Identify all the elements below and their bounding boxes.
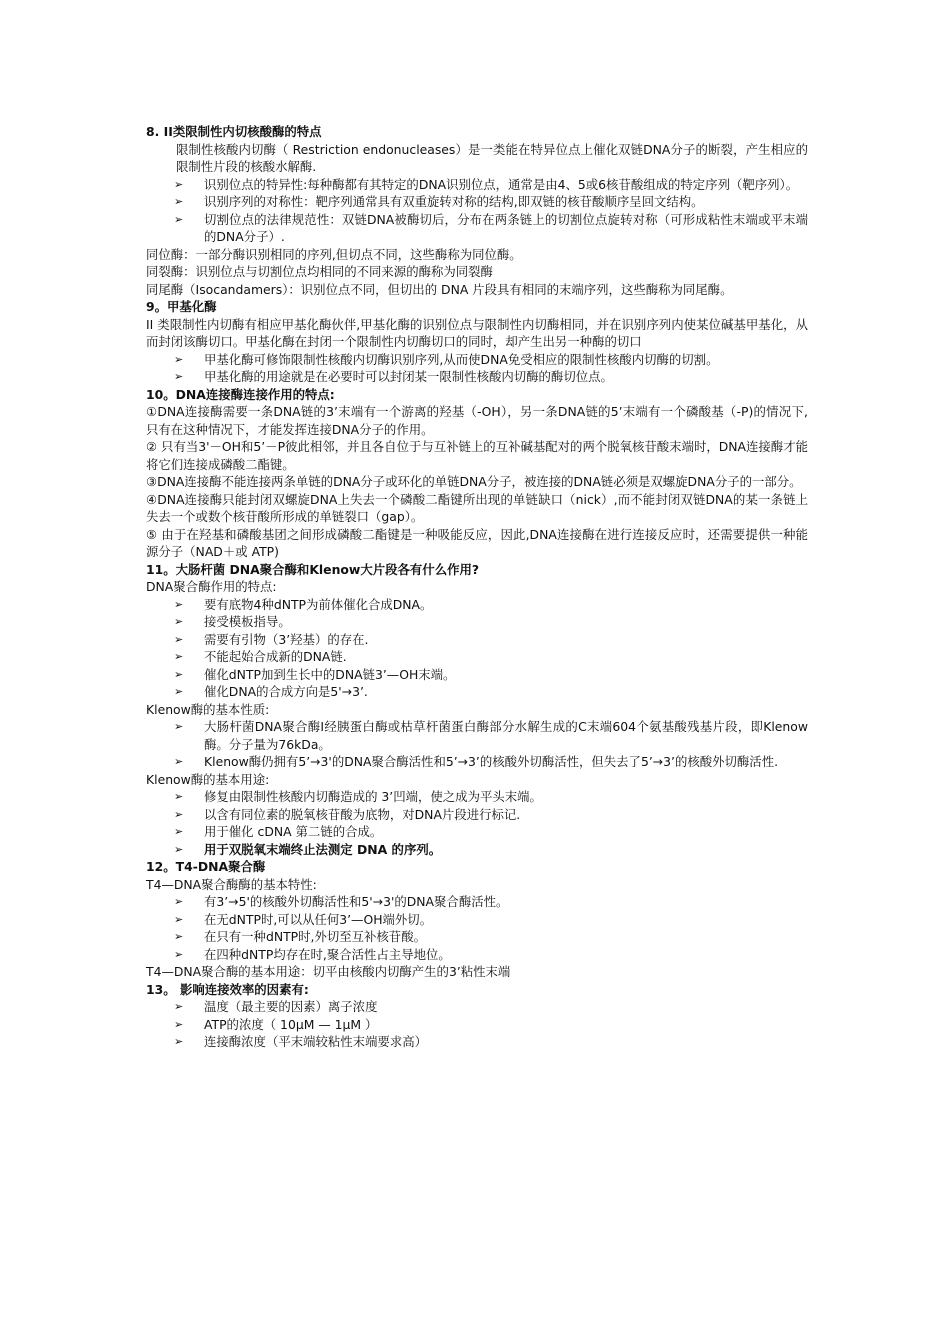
bullet-item xyxy=(146,753,808,771)
bullet-item xyxy=(146,648,808,666)
bullet-arrow-icon: ➢ xyxy=(174,912,184,926)
bullet-arrow-icon: ➢ xyxy=(174,212,184,226)
bullet-text: 不能起始合成新的DNA链. xyxy=(204,649,347,664)
bullet-arrow-icon: ➢ xyxy=(174,807,184,821)
bullet-item xyxy=(146,193,808,211)
bullet-arrow-icon: ➢ xyxy=(174,370,184,383)
document-page xyxy=(146,123,808,1051)
bullet-text: 大肠杆菌DNA聚合酶Ⅰ经胰蛋白酶或枯草杆菌蛋白酶部分水解生成的C末端604个氨基酸残基片段，即Klenow酶。分子量为76kDa。 xyxy=(204,719,808,752)
paragraph: ⑤ 由于在羟基和磷酸基团之间形成磷酸二酯键是一种吸能反应，因此,DNA连接酶在进行连接反应时，还需要提供一种能源分子（NAD＋或 ATP) xyxy=(146,526,808,559)
bullet-arrow-icon: ➢ xyxy=(174,632,184,646)
bullet-text: ATP的浓度（ 10μM — 1μM ） xyxy=(204,1016,378,1032)
bullet-item xyxy=(146,613,808,631)
paragraph: ①DNA连接酶需要一条DNA链的3’末端有一个游离的羟基（-OH），另一条DNA链的5’末端有一个磷酸基（-P)的情况下,只有在这种情况下，才能发挥连接DNA分子的作用。 xyxy=(146,404,808,437)
paragraph: Klenow酶的基本用途: xyxy=(146,771,270,787)
bullet-item xyxy=(146,1033,808,1051)
paragraph: ② 只有当3'－OH和5’－P彼此相邻，并且各自位于与互补链上的互补碱基配对的两个脱氧核苷酸末端时，DNA连接酶才能将它们连接成磷酸二酯键。 xyxy=(146,439,808,472)
bullet-arrow-icon: ➢ xyxy=(174,195,184,208)
bullet-text: 识别序列的对称性：靶序列通常具有双重旋转对称的结构,即双链的核苷酸顺序呈回文结构。 xyxy=(204,194,704,209)
bullet-arrow-icon: ➢ xyxy=(174,1000,184,1013)
bullet-arrow-icon: ➢ xyxy=(174,667,184,681)
section-heading: 11。大肠杆菌 DNA聚合酶和Klenow大片段各有什么作用? xyxy=(146,561,480,577)
section-heading: 10。DNA连接酶连接作用的特点: xyxy=(146,386,335,402)
bullet-item xyxy=(146,211,808,246)
bullet-item xyxy=(146,946,808,964)
bullet-item xyxy=(146,368,808,386)
bullet-item xyxy=(146,806,808,824)
bullet-arrow-icon: ➢ xyxy=(174,352,184,366)
bullet-text: 接受模板指导。 xyxy=(204,614,291,629)
bullet-text: 需要有引物（3’羟基）的存在. xyxy=(204,631,369,647)
bullet-arrow-icon: ➢ xyxy=(174,790,184,803)
bullet-text: 修复由限制性核酸内切酶造成的 3’凹端，使之成为平头末端。 xyxy=(204,789,542,804)
bullet-arrow-icon: ➢ xyxy=(174,720,184,733)
bullet-item xyxy=(146,666,808,684)
bullet-arrow-icon: ➢ xyxy=(174,1017,184,1031)
bullet-item xyxy=(146,351,808,369)
bullet-item xyxy=(146,928,808,946)
bullet-text: 在只有一种dNTP时,外切至互补核苷酸。 xyxy=(204,929,426,944)
bullet-arrow-icon: ➢ xyxy=(174,615,184,628)
bullet-item xyxy=(146,998,808,1016)
bullet-item xyxy=(146,1016,808,1034)
bullet-text: 催化DNA的合成方向是5'→3’. xyxy=(204,684,368,699)
bullet-item xyxy=(146,823,808,841)
section-heading: 9。甲基化酶 xyxy=(146,299,217,314)
bullet-arrow-icon: ➢ xyxy=(174,1035,184,1048)
paragraph: 同尾酶（Isocandamers）：识别位点不同，但切出的 DNA 片段具有相同的末端序列，这些酶称为同尾酶。 xyxy=(146,281,733,297)
paragraph: DNA聚合酶作用的特点: xyxy=(146,579,277,594)
bullet-arrow-icon: ➢ xyxy=(174,825,184,838)
bullet-text: Klenow酶仍拥有5’→3'的DNA聚合酶活性和5’→3’的核酸外切酶活性，但失去了5’→3’的核酸外切酶活性. xyxy=(204,754,779,769)
bullet-item xyxy=(146,683,808,701)
bullet-item xyxy=(146,893,808,911)
bullet-item xyxy=(146,911,808,929)
paragraph: T4—DNA聚合酶的基本用途：切平由核酸内切酶产生的3’粘性末端 xyxy=(146,964,511,979)
bullet-text: 要有底物4种dNTP为前体催化合成DNA。 xyxy=(204,596,433,612)
bullet-arrow-icon: ➢ xyxy=(174,895,184,908)
section-heading: 8. II类限制性内切核酸酶的特点 xyxy=(146,124,322,139)
bullet-item xyxy=(146,176,808,194)
bullet-text: 甲基化酶的用途就是在必要时可以封闭某一限制性核酸内切酶的酶切位点。 xyxy=(204,369,613,384)
bullet-item xyxy=(146,631,808,649)
bullet-item xyxy=(146,788,808,806)
bullet-text: 用于双脱氧末端终止法测定 DNA 的序列。 xyxy=(204,841,442,857)
paragraph: 限制性核酸内切酶（ Restriction endonucleases）是一类能在特异位点上催化双链DNA分子的断裂，产生相应的限制性片段的核酸水解酶. xyxy=(176,141,808,174)
paragraph: Klenow酶的基本性质: xyxy=(146,701,270,717)
bullet-text: 识别位点的特异性:每种酶都有其特定的DNA识别位点，通常是由4、5或6核苷酸组成的特定序列（靶序列）。 xyxy=(204,176,799,192)
bullet-arrow-icon: ➢ xyxy=(174,842,184,856)
section-heading: 13。 影响连接效率的因素有: xyxy=(146,981,309,997)
paragraph: ④DNA连接酶只能封闭双螺旋DNA上失去一个磷酸二酯键所出现的单链缺口（nick）,而不能封闭双链DNA的某一条链上失去一个或数个核苷酸所形成的单链裂口（gap）。 xyxy=(146,491,808,524)
bullet-arrow-icon: ➢ xyxy=(174,597,184,611)
paragraph: ③DNA连接酶不能连接两条单链的DNA分子或环化的单链DNA分子，被连接的DNA链必须是双螺旋DNA分子的一部分。 xyxy=(146,474,802,489)
paragraph: 同位酶：一部分酶识别相同的序列,但切点不同，这些酶称为同位酶。 xyxy=(146,246,522,262)
paragraph: II 类限制性内切酶有相应甲基化酶伙伴,甲基化酶的识别位点与限制性内切酶相同，并在识别序列内使某位碱基甲基化，从而封闭该酶切口。甲基化酶在封闭一个限制性内切酶切口的同时，却产生出另一种酶的切口 xyxy=(146,316,808,349)
bullet-text: 温度（最主要的因素）离子浓度 xyxy=(204,999,378,1014)
section-heading: 12。T4-DNA聚合酶 xyxy=(146,859,266,874)
bullet-item xyxy=(146,718,808,753)
bullet-arrow-icon: ➢ xyxy=(174,930,184,943)
bullet-item xyxy=(146,596,808,614)
bullet-text: 切割位点的法律规范性：双链DNA被酶切后，分布在两条链上的切割位点旋转对称（可形成粘性末端或平末端的DNA分子）. xyxy=(204,211,808,244)
bullet-arrow-icon: ➢ xyxy=(174,685,184,698)
paragraph: 同裂酶：识别位点与切割位点均相同的不同来源的酶称为同裂酶 xyxy=(146,264,493,279)
bullet-text: 连接酶浓度（平末端较粘性末端要求高） xyxy=(204,1034,428,1049)
bullet-arrow-icon: ➢ xyxy=(174,177,184,191)
bullet-text: 甲基化酶可修饰限制性核酸内切酶识别序列,从而使DNA免受相应的限制性核酸内切酶的切割。 xyxy=(204,351,719,367)
paragraph: T4—DNA聚合酶酶的基本特性: xyxy=(146,876,317,892)
bullet-item xyxy=(146,841,808,859)
bullet-arrow-icon: ➢ xyxy=(174,650,184,663)
bullet-text: 在四种dNTP均存在时,聚合活性占主导地位。 xyxy=(204,946,451,962)
bullet-arrow-icon: ➢ xyxy=(174,947,184,961)
bullet-text: 以含有同位素的脱氧核苷酸为底物，对DNA片段进行标记. xyxy=(204,806,521,822)
bullet-text: 催化dNTP加到生长中的DNA链3’—OH末端。 xyxy=(204,666,456,682)
bullet-text: 用于催化 cDNA 第二链的合成。 xyxy=(204,824,383,839)
bullet-text: 在无dNTP时,可以从任何3’—OH端外切。 xyxy=(204,911,433,927)
bullet-text: 有3’→5'的核酸外切酶活性和5'→3'的DNA聚合酶活性。 xyxy=(204,894,509,909)
bullet-arrow-icon: ➢ xyxy=(174,755,184,768)
